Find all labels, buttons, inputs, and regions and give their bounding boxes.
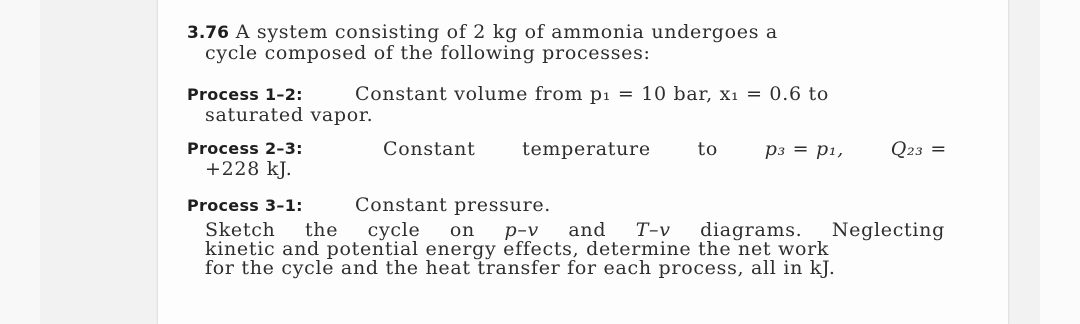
p23-word: Constant <box>383 138 476 160</box>
task-word: T–v <box>635 219 671 241</box>
p23-word: temperature <box>522 138 651 160</box>
process-1-2-label: Process 1–2: <box>187 85 303 104</box>
task-line-2: kinetic and potential energy effects, determine the net work <box>205 238 830 260</box>
p23-word: Q₂₃ = <box>890 138 947 160</box>
process-1-2 <box>187 84 829 125</box>
process-2-3-words <box>383 139 947 159</box>
task-line-3: for the cycle and the heat transfer for each process, all in kJ. <box>205 257 836 279</box>
p23-word: p₃ = p₁, <box>764 138 844 160</box>
task-word: p–v <box>504 219 539 241</box>
task-word: Sketch <box>205 219 276 241</box>
process-1-2-text-2: saturated vapor. <box>205 104 374 126</box>
p23-word: to <box>697 138 719 160</box>
intro-line-2: cycle composed of the following processes: <box>205 42 651 64</box>
intro-text-1: A system consisting of 2 kg of ammonia undergoes a <box>235 21 778 43</box>
process-2-3 <box>187 139 947 179</box>
intro-line-1 <box>187 22 947 43</box>
task-word: and <box>568 219 607 241</box>
task-instructions <box>205 221 945 278</box>
process-2-3-text-2: +228 kJ. <box>205 158 293 180</box>
problem-statement <box>187 21 947 279</box>
task-word: diagrams. <box>700 219 803 241</box>
process-3-1 <box>187 195 551 216</box>
problem-number: 3.76 <box>187 23 229 43</box>
problem-intro <box>187 22 947 63</box>
task-word: Neglecting <box>831 219 945 241</box>
task-word: cycle <box>367 219 421 241</box>
process-1-2-text-1: Constant volume from p₁ = 10 bar, x₁ = 0.6 to <box>355 83 829 105</box>
task-word: the <box>304 219 339 241</box>
process-3-1-line <box>187 195 551 216</box>
process-2-3-line-1 <box>187 139 947 159</box>
process-2-3-label: Process 2–3: <box>187 139 303 158</box>
task-word: on <box>449 219 475 241</box>
process-3-1-label: Process 3–1: <box>187 196 303 215</box>
process-1-2-line-1 <box>187 84 829 105</box>
right-margin-band <box>1040 0 1080 324</box>
process-3-1-text: Constant pressure. <box>355 194 552 216</box>
left-margin-band <box>0 0 40 324</box>
